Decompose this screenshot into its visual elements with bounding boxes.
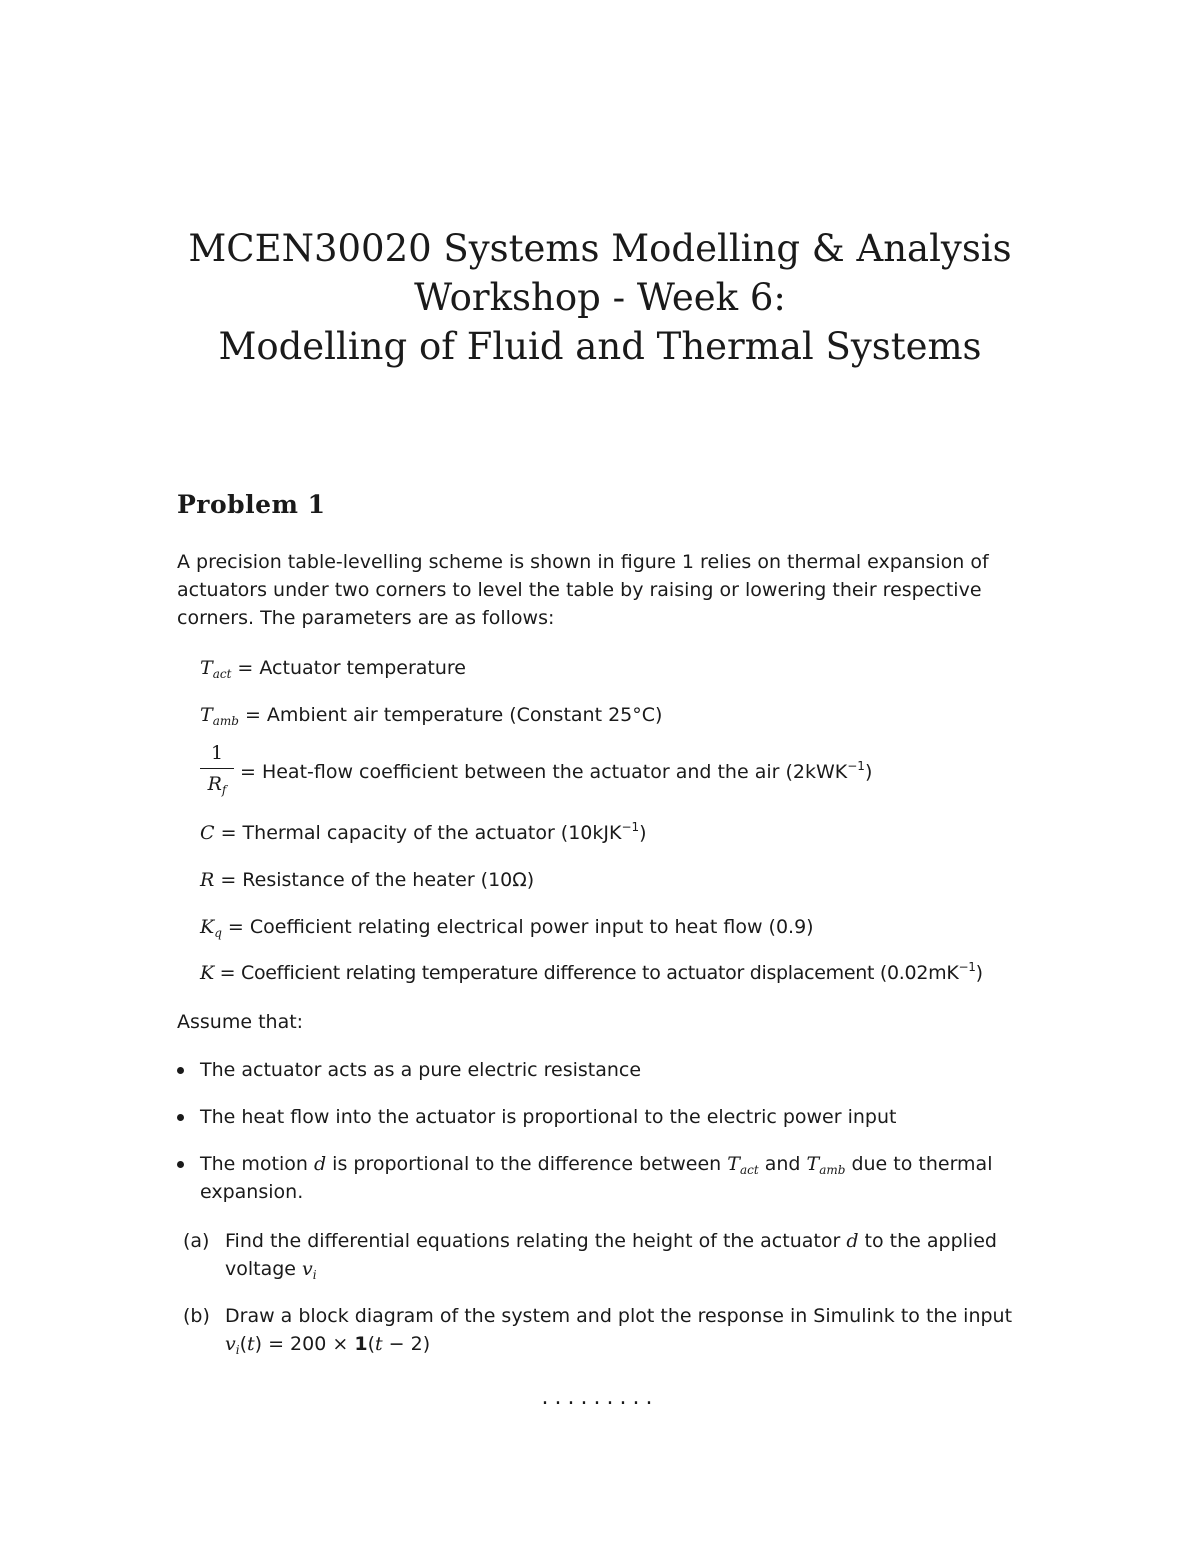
bullet-icon (177, 1161, 184, 1168)
param-kq: $K_q$ = Coefficient relating electrical power input to heat flow (0.9) (200, 916, 814, 940)
param-k: K = Coefficient relating temperature difference to actuator displacement $(0.02mK^{-1})$ (200, 960, 983, 984)
assumption-item: The heat flow into the actuator is proportional to the electric power input (177, 1103, 1037, 1131)
question-b: (b) Draw a block diagram of the system and plot the response in Simulink to the input $v_i(t) = 200 \times 1(t - 2)$ (183, 1302, 1033, 1358)
fraction-bar (200, 768, 234, 769)
question-label: (b) (183, 1305, 210, 1327)
fraction-numerator: 1 (210, 742, 224, 764)
param-t-amb: $T_{amb}$ = Ambient air temperature (Constant 25°C) (200, 704, 663, 728)
param-rf-description: = Heat-flow coefficient between the actuator and the air (2kWK$^{-1}$) (240, 759, 873, 783)
question-a: (a) Find the differential equations relating the height of the actuator d to the applied voltage $v_i$ (183, 1227, 1033, 1283)
question-label: (a) (183, 1230, 210, 1252)
assume-label: Assume that: (177, 1011, 304, 1033)
problem-intro: A precision table-levelling scheme is shown in figure 1 relies on thermal expansion of actuators under two corners to level the table by raising or lowering their respective corners. The parameters are as follows: (177, 551, 989, 629)
workshop-title: Workshop - Week 6: (414, 276, 786, 319)
bullet-icon (177, 1114, 184, 1121)
bullet-icon (177, 1067, 184, 1074)
param-rf-fraction (200, 740, 234, 797)
param-t-act: $T_{act}$ = Actuator temperature (200, 657, 466, 681)
topic-title: Modelling of Fluid and Thermal Systems (218, 325, 982, 368)
param-r: R = Resistance of the heater (10Ω) (200, 869, 535, 891)
fraction-denominator: $R_f$ (207, 773, 227, 797)
assumption-item: The motion d is proportional to the difference between $T_{act}$ and $T_{amb}$ due to thermal expansion. (177, 1150, 1037, 1206)
assumption-item: The actuator acts as a pure electric resistance (177, 1056, 1037, 1084)
param-c: C = Thermal capacity of the actuator (10kJK$^{-1}$) (200, 820, 647, 844)
course-title: MCEN30020 Systems Modelling & Analysis (188, 227, 1012, 270)
end-marker: ......... (541, 1385, 659, 1410)
problem-heading: Problem 1 (177, 490, 326, 519)
